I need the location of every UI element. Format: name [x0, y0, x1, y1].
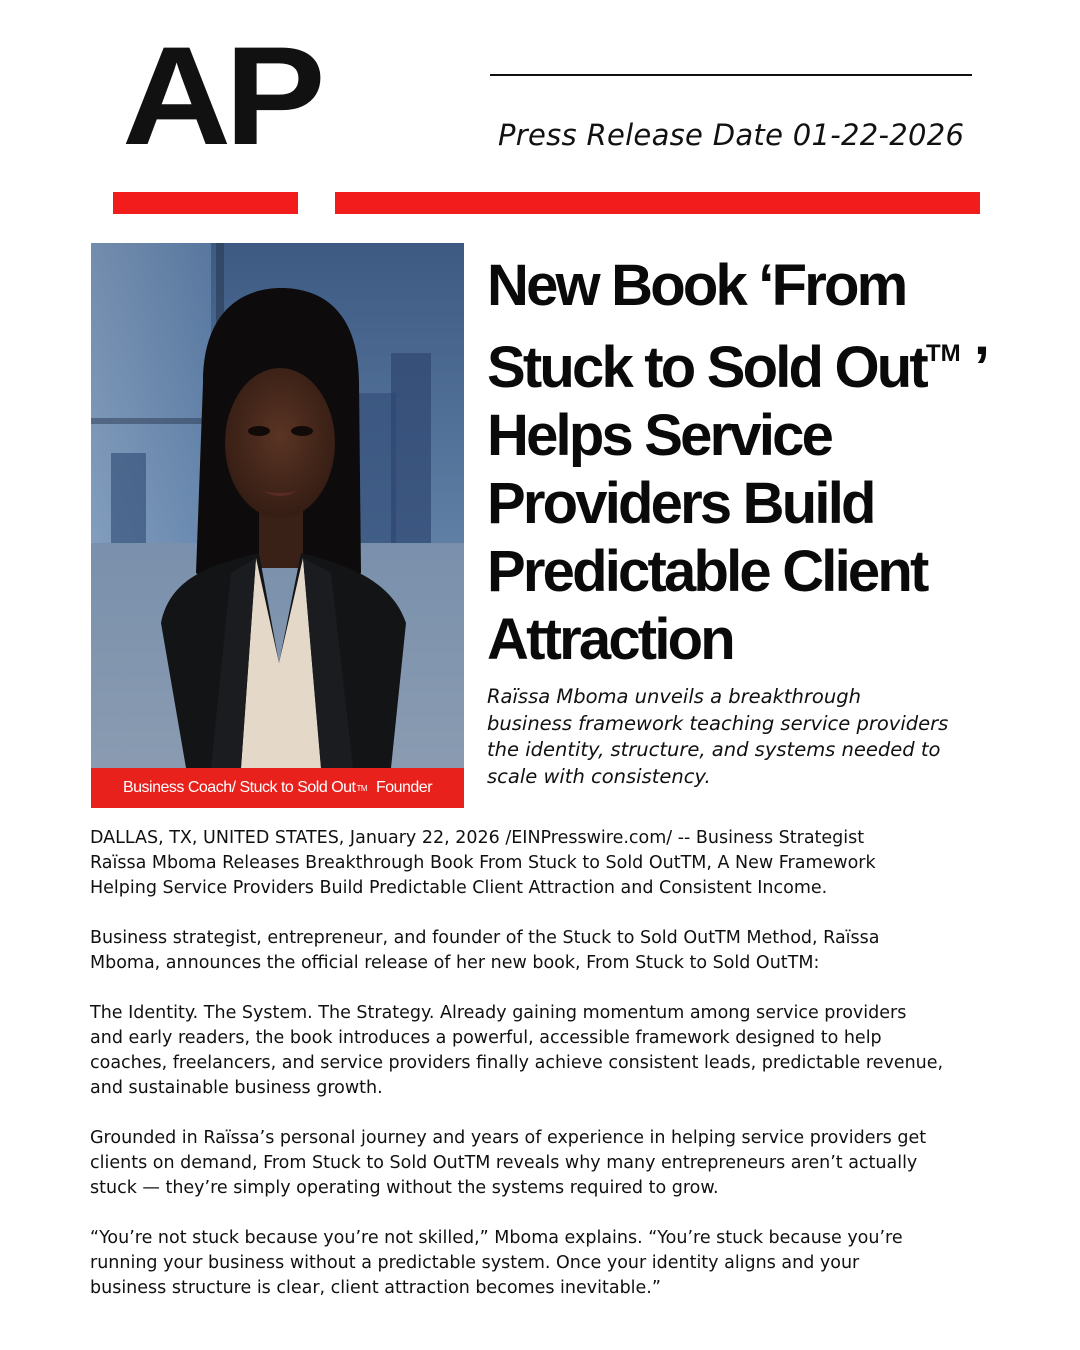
- subhead-line: scale with consistency.: [487, 764, 711, 788]
- caption-text: Business Coach/ Stuck to Sold Out: [122, 779, 356, 796]
- headline-closing-quote: ’: [960, 335, 988, 400]
- header-rule: [490, 74, 972, 76]
- ap-logo: AP: [122, 17, 320, 174]
- body-line: “You’re not stuck because you’re not skilled,” Mboma explains. “You’re stuck because you’re: [90, 1228, 903, 1248]
- subhead-line: Raïssa Mboma unveils a breakthrough: [487, 685, 861, 708]
- photo-caption: [91, 768, 464, 808]
- body-paragraph: [90, 1126, 1020, 1201]
- body-line: Mboma, announces the official release of her new book, From Stuck to Sold OutTM:: [90, 953, 820, 973]
- headline-line-2: [487, 320, 1027, 402]
- caption-founder: Founder: [375, 779, 433, 796]
- body-line: Helping Service Providers Build Predictable Client Attraction and Consistent Income.: [90, 878, 828, 898]
- body-line: Business strategist, entrepreneur, and founder of the Stuck to Sold OutTM Method, Raïssa: [90, 928, 880, 948]
- author-portrait-photo: [91, 243, 464, 808]
- subhead-line: the identity, structure, and systems needed to: [487, 738, 941, 761]
- headline-line-5: Predictable Client: [487, 539, 927, 604]
- body-paragraph-dateline: [90, 826, 1020, 901]
- red-accent-bar-right: [335, 192, 980, 214]
- red-accent-bar-left: [113, 192, 298, 214]
- body-line: clients on demand, From Stuck to Sold OutTM reveals why many entrepreneurs aren’t actually: [90, 1153, 918, 1173]
- headline-trademark: TM: [925, 340, 961, 367]
- headline: [487, 252, 1027, 674]
- article-body: [90, 826, 1020, 1326]
- body-line: and sustainable business growth.: [90, 1078, 383, 1098]
- body-line: stuck — they’re simply operating without the systems required to grow.: [90, 1178, 719, 1198]
- body-line: and early readers, the book introduces a powerful, accessible framework designed to help: [90, 1028, 882, 1048]
- subheadline: [487, 684, 977, 790]
- headline-line-6: Attraction: [487, 607, 733, 672]
- caption-trademark: TM: [356, 783, 368, 793]
- body-line: Raïssa Mboma Releases Breakthrough Book From Stuck to Sold OutTM, A New Framework: [90, 853, 876, 873]
- headline-line-3: Helps Service: [487, 403, 832, 468]
- body-line: running your business without a predictable system. Once your identity aligns and your: [90, 1253, 860, 1273]
- headline-line-2-text: Stuck to Sold Out: [487, 335, 926, 400]
- body-paragraph: [90, 1001, 1020, 1101]
- body-line: business structure is clear, client attraction becomes inevitable.”: [90, 1278, 661, 1298]
- body-paragraph: [90, 926, 1020, 976]
- body-line: Grounded in Raïssa’s personal journey and years of experience in helping service providers get: [90, 1128, 927, 1148]
- headline-line-1: New Book ‘From: [487, 253, 906, 318]
- body-line: coaches, freelancers, and service providers finally achieve consistent leads, predictable revenue,: [90, 1053, 944, 1073]
- portrait-illustration: [91, 243, 464, 768]
- body-paragraph-quote: [90, 1226, 1020, 1301]
- headline-line-4: Providers Build: [487, 471, 874, 536]
- body-line: DALLAS, TX, UNITED STATES, January 22, 2026 /EINPresswire.com/ -- Business Strategist: [90, 828, 865, 848]
- subhead-line: business framework teaching service providers: [487, 711, 949, 735]
- press-release-date: Press Release Date 01-22-2026: [498, 118, 965, 152]
- body-line: The Identity. The System. The Strategy. Already gaining momentum among service providers: [90, 1003, 907, 1023]
